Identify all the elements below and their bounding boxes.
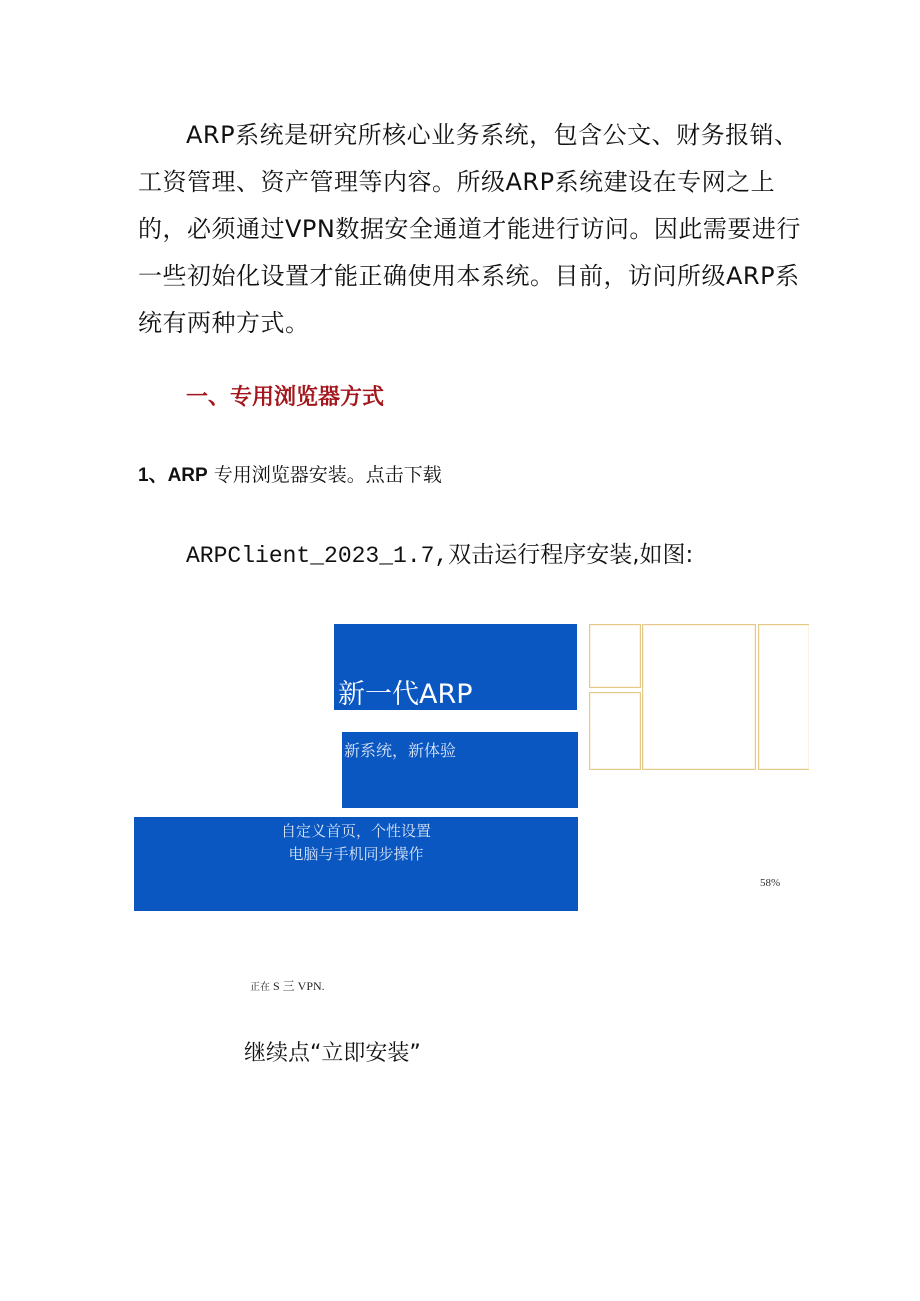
continue-instruction: 继续点“立即安装” — [244, 1041, 421, 1066]
step-1-number: 1、ARP — [138, 465, 208, 486]
step-1-continued — [186, 536, 693, 569]
install-status-prefix: 正在 — [250, 982, 270, 993]
step-1-continued-text: 双击运行程序安装,如图: — [448, 542, 694, 568]
section-heading: 一、专用浏览器方式 — [186, 385, 385, 410]
intro-line: 统有两种方式。 — [138, 309, 310, 337]
installer-tagline-panel — [342, 732, 578, 808]
intro-line: 工资管理、资产管理等内容。所级ARP系统建设在专网之上 — [138, 168, 776, 196]
installer-filename: ARPClient_2023_1.7, — [186, 543, 449, 569]
installer-screenshot — [134, 622, 809, 914]
intro-line: 一些初始化设置才能正确使用本系统。目前，访问所级ARP系 — [138, 262, 800, 290]
progress-percentage: 58% — [760, 877, 781, 889]
tile-frame — [758, 624, 809, 770]
installer-features-panel — [134, 817, 578, 911]
intro-line: 的，必须通过VPN数据安全通道才能进行访问。因此需要进行 — [138, 215, 801, 243]
tile-frame — [589, 692, 641, 770]
step-1-text: 专用浏览器安装。点击下载 — [213, 464, 442, 486]
intro-line: ARP系统是研究所核心业务系统，包含公文、财务报销、 — [186, 121, 799, 149]
installer-feature: 自定义首页，个性设置 — [280, 822, 431, 840]
install-status-text: S 三 VPN. — [273, 979, 325, 993]
installer-tagline: 新系统，新体验 — [344, 741, 457, 760]
step-1 — [138, 460, 442, 487]
installer-headline: 新一代ARP — [338, 679, 473, 710]
intro-paragraph — [138, 112, 801, 347]
tile-frame — [589, 624, 641, 688]
installer-feature: 电脑与手机同步操作 — [288, 845, 424, 863]
tile-frame — [642, 624, 756, 770]
install-status — [250, 977, 325, 994]
installer-headline-panel — [334, 624, 577, 710]
